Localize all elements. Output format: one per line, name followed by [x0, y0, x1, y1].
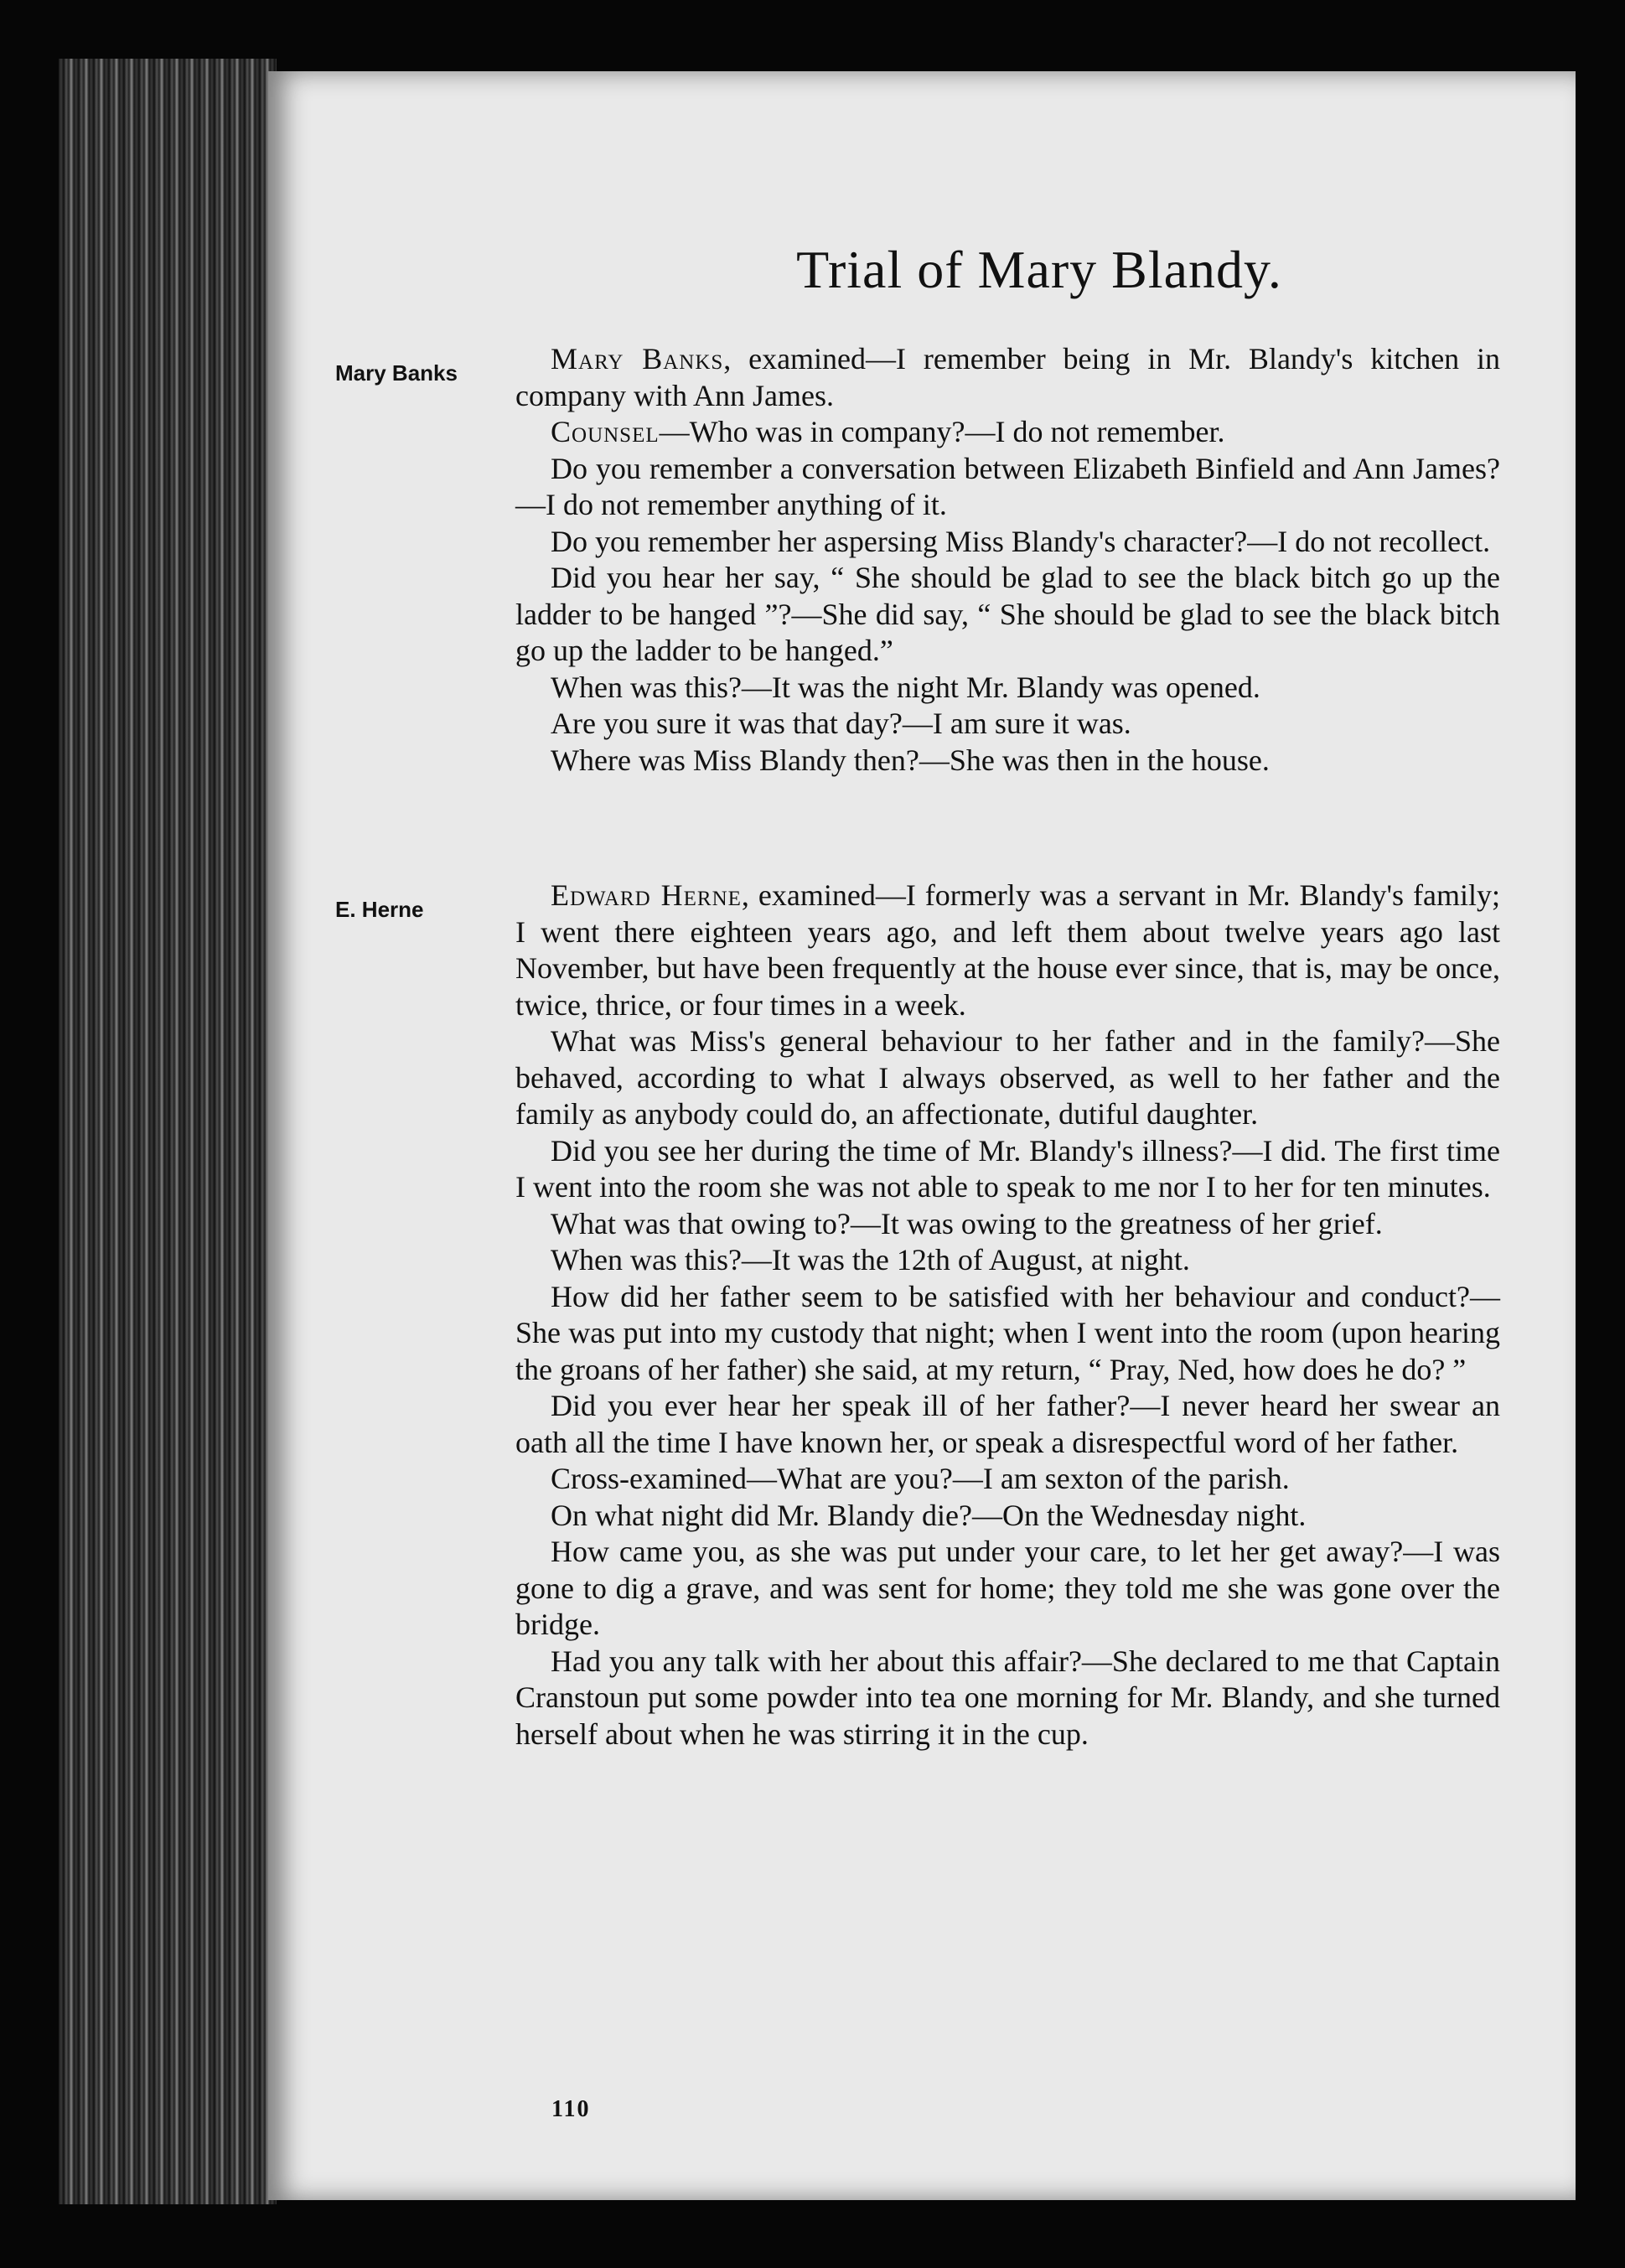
page-title: Trial of Mary Blandy. [796, 240, 1282, 299]
paragraph: How did her father seem to be satisfied with her behaviour and conduct?—She was put into my custody that night; when I went into the room (upon hearing the groans of her father) she said, at my return, “ Pray, Ned, how does he do? ” [515, 1279, 1500, 1386]
speaker-label: Counsel [551, 415, 660, 448]
paragraph: When was this?—It was the 12th of August, at night. [551, 1243, 1190, 1276]
paragraph: On what night did Mr. Blandy die?—On the Wednesday night. [551, 1498, 1307, 1532]
paragraph: Do you remember her aspersing Miss Blandy's character?—I do not recollect. [551, 524, 1491, 558]
witness-name: Edward Herne [551, 878, 742, 912]
paragraph [515, 878, 1500, 1023]
paragraph [515, 414, 1500, 451]
paragraph: Did you ever hear her speak ill of her father?—I never heard her swear an oath all the time I have known her, or speak a disrespectful word of her father. [515, 1389, 1500, 1459]
paragraph: What was that owing to?—It was owing to the greatness of her grief. [551, 1206, 1383, 1240]
paragraph-text: —Who was in company?—I do not remember. [659, 415, 1225, 448]
book-page [268, 71, 1576, 2200]
paragraph: Do you remember a conversation between Elizabeth Binfield and Ann James?—I do not remember anything of it. [515, 451, 1500, 521]
paragraph: When was this?—It was the night Mr. Blandy was opened. [551, 670, 1260, 704]
paragraph-text: , examined—I formerly was a servant in Mr. Blandy's family; I went there eighteen years ago, and left them about twelve years ago last November, but have been frequently at the house ever since, that is, may be once, twice, thrice, or four times in a week. [515, 878, 1500, 1022]
testimony-edward-herne [515, 878, 1500, 1753]
paragraph: Cross-examined—What are you?—I am sexton of the parish. [551, 1462, 1290, 1495]
book-page-edges [59, 59, 277, 2204]
margin-label-mary-banks: Mary Banks [335, 360, 458, 386]
testimony-mary-banks [515, 341, 1500, 779]
paragraph: Had you any talk with her about this affair?—She declared to me that Captain Cranstoun put some powder into tea one morning for Mr. Blandy, and she turned herself about when he was stirring it in the cup. [515, 1644, 1500, 1751]
paragraph: Are you sure it was that day?—I am sure it was. [551, 707, 1131, 740]
paragraph: Did you see her during the time of Mr. Blandy's illness?—I did. The first time I went into the room she was not able to speak to me nor I to her for ten minutes. [515, 1133, 1500, 1204]
paragraph: Where was Miss Blandy then?—She was then in the house. [551, 743, 1270, 777]
page-number: 110 [551, 2096, 591, 2122]
paragraph [515, 341, 1500, 414]
paragraph-text: , examined—I remember being in Mr. Blandy's kitchen in company with Ann James. [515, 342, 1500, 412]
paragraph: How came you, as she was put under your care, to let her get away?—I was gone to dig a grave, and was sent for home; they told me she was gone over the bridge. [515, 1535, 1500, 1641]
paragraph: Did you hear her say, “ She should be glad to see the black bitch go up the ladder to be hanged ”?—She did say, “ She should be glad to see the black bitch go up the ladder to be hanged.” [515, 561, 1500, 667]
margin-label-e-herne: E. Herne [335, 897, 424, 922]
witness-name: Mary Banks [551, 342, 724, 375]
paragraph: What was Miss's general behaviour to her father and in the family?—She behaved, according to what I always observed, as well to her father and the family as anybody could do, an affectionate, dutiful daughter. [515, 1024, 1500, 1131]
